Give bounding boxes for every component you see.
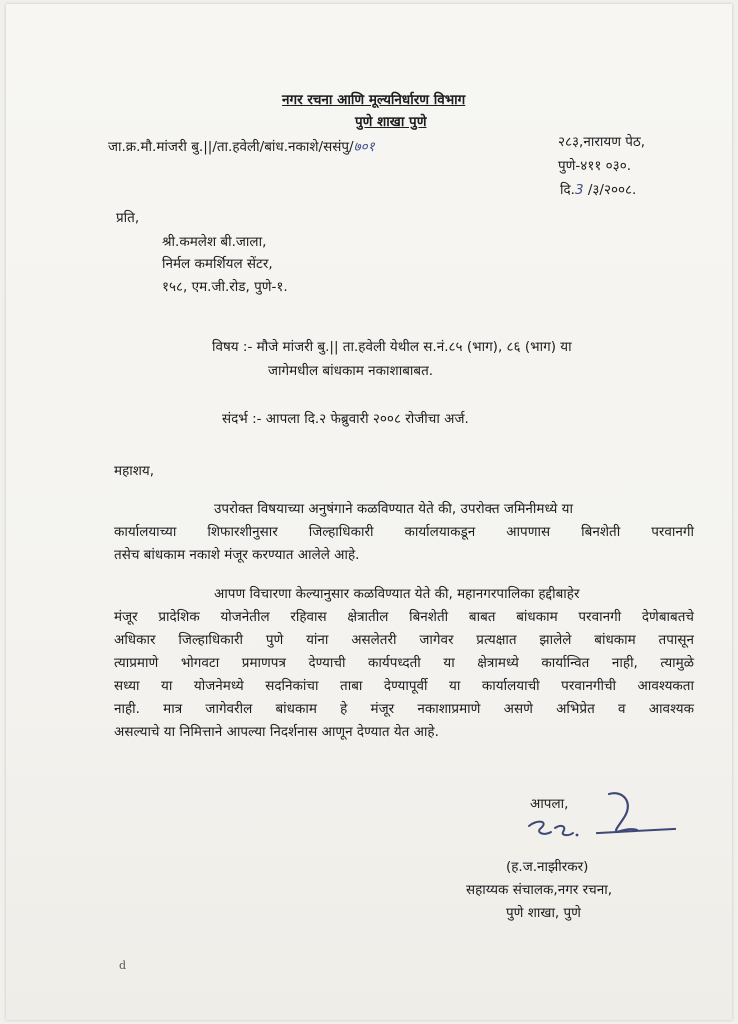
footer-mark: d [119,959,127,972]
closing-yours: आपला, [530,796,569,812]
address-line-1: २८३,नारायण पेठ, [558,134,646,150]
letter-page [6,4,732,1020]
para1-line-1: उपरोक्त विषयाच्या अनुषंगाने कळविण्यात येते की, उपरोक्त जमिनीमध्ये या [214,501,573,517]
signatory-name: (ह.ज.नाझीरकर) [506,859,589,875]
subject-line-2: जागेमधील बांधकाम नकाशाबाबत. [268,363,434,379]
recipient-to: प्रति, [116,210,140,226]
department-heading: नगर रचना आणि मूल्यनिर्धारण विभाग [282,92,466,108]
para2-line-6: नाही. मात्र जागेवरील बांधकाम हे मंजूर नकाशाप्रमाणे असणे अभिप्रेत व आवश्यक [114,701,694,717]
reference-number [108,137,375,155]
salutation: महाशय, [114,463,155,479]
reference-line: संदर्भ :- आपला दि.२ फेब्रुवारी २००८ रोजीचा अर्ज. [222,411,469,427]
para2-line-7: असल्याचे या निमित्ताने आपल्या निदर्शनास आणून देण्यात येत आहे. [114,724,439,740]
recipient-address-line-3: १५८, एम.जी.रोड, पुणे-१. [162,279,288,295]
address-line-2: पुणे-४११ ०३०. [558,158,632,174]
branch-heading: पुणे शाखा पुणे [355,114,427,130]
para2-line-5: सध्या या योजनेमध्ये सदनिकांचा ताबा देण्यापूर्वी या कार्यालयाची परवानगीची आवश्यकता [114,678,694,694]
para2-line-4: त्याप्रमाणे भोगवटा प्रमाणपत्र देण्याची कार्यपध्दती या क्षेत्रामध्ये कार्यान्वित नाही, त्यामुळे [114,655,694,671]
subject-line-1: विषय :- मौजे मांजरी बु.|| ता.हवेली येथील स.नं.८५ (भाग), ८६ (भाग) या [212,339,572,355]
reference-prefix: जा.क्र.मौ.मांजरी बु.||/ता.हवेली/बांध.नकाशे/ससंपु/ [108,139,354,155]
recipient-address-line-2: निर्मल कमर्शियल सेंटर, [162,256,273,272]
recipient-name: श्री.कमलेश बी.जाला, [162,234,267,250]
para1-line-2: कार्यालयाच्या शिफारशीनुसार जिल्हाधिकारी कार्यालयाकडून आपणास बिनशेती परवानगी [114,524,694,540]
signature-image [521,786,696,848]
para1-line-3: तसेच बांधकाम नकाशे मंजूर करण्यात आलेले आहे. [114,547,360,563]
signatory-office: पुणे शाखा, पुणे [506,905,581,921]
para2-line-1: आपण विचारणा केल्यानुसार कळविण्यात येते की, महानगरपालिका हद्दीबाहेर [214,586,580,602]
signatory-designation: सहाय्यक संचालक,नगर रचना, [466,882,612,898]
para2-line-2: मंजूर प्रादेशिक योजनेतील रहिवास क्षेत्रातील बिनशेती बाबत बांधकाम परवानगी देणेबाबतचे [114,609,694,625]
para2-line-3: अधिकार जिल्हाधिकारी पुणे यांना असलेतरी जागेवर प्रत्यक्षात झालेले बांधकाम तपासून [114,632,694,648]
handwritten-outward-number: ७०१ [353,139,375,155]
letter-date: दि.3 /३/२००८. [560,182,637,198]
handwritten-date-day: 3 [574,182,584,198]
